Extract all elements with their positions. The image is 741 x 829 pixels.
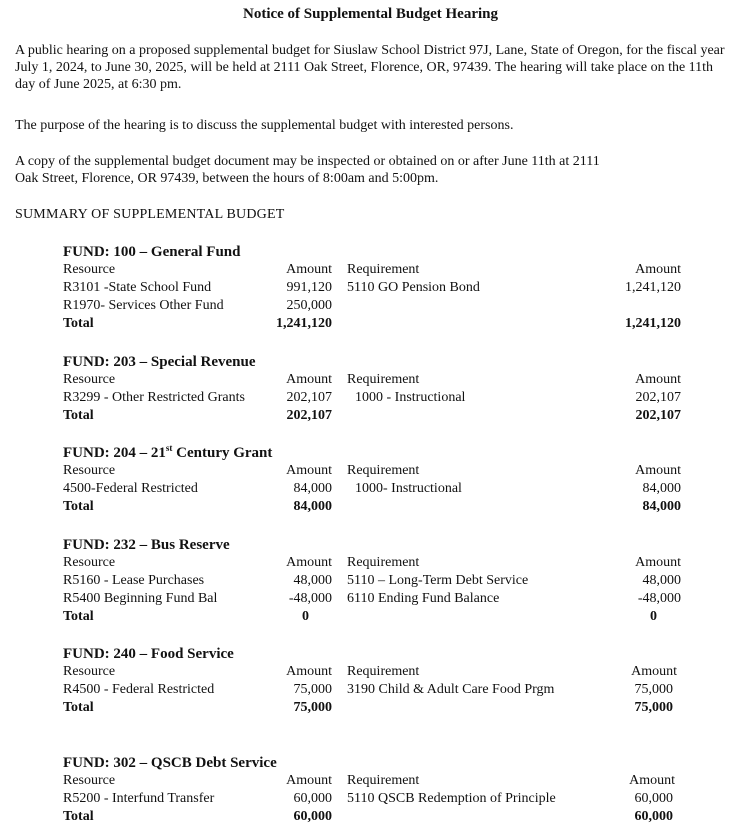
fund-title-suffix: Century Grant (172, 445, 273, 461)
requirement-amount-cell: 48,000 (642, 573, 681, 588)
total-row (63, 808, 683, 826)
requirement-header: Requirement (347, 262, 420, 277)
total-row (63, 608, 683, 626)
column-header-row (63, 261, 683, 279)
resource-amount-cell: 75,000 (293, 682, 332, 697)
resource-header: Resource (63, 463, 116, 478)
total-label: Total (63, 809, 94, 824)
requirement-header: Requirement (347, 463, 420, 478)
resource-header: Resource (63, 773, 116, 788)
table-row (63, 480, 683, 498)
total-requirement-amount: 75,000 (634, 700, 673, 715)
total-requirement-amount: 60,000 (634, 809, 673, 824)
table-row (63, 572, 683, 590)
fund-section-204 (63, 444, 683, 516)
requirement-cell: 1000 - Instructional (355, 390, 466, 405)
resource-amount-cell: 84,000 (293, 481, 332, 496)
amount-header: Amount (286, 773, 332, 788)
resource-cell: R5160 - Lease Purchases (63, 573, 205, 588)
total-requirement-amount: 202,107 (635, 408, 681, 423)
requirement-cell: 3190 Child & Adult Care Food Prgm (347, 682, 555, 697)
fund-title: FUND: 240 – Food Service (63, 646, 234, 662)
fund-title: FUND: 100 – General Fund (63, 244, 241, 260)
table-row (63, 790, 683, 808)
fund-title: FUND: 302 – QSCB Debt Service (63, 755, 277, 771)
amount-header: Amount (629, 773, 675, 788)
requirement-header: Requirement (347, 555, 420, 570)
total-resource-amount: 60,000 (293, 809, 332, 824)
document-availability-paragraph: A copy of the supplemental budget document may be inspected or obtained on or after June 11th at 2111 Oak Street, Florence, OR 97439, between the hours of 8:00am and 5:00pm. (15, 154, 600, 186)
amount-header: Amount (635, 463, 681, 478)
column-header-row (63, 772, 683, 790)
amount-header: Amount (286, 664, 332, 679)
amount-header: Amount (631, 664, 677, 679)
amount-header: Amount (635, 262, 681, 277)
table-row (63, 297, 683, 315)
resource-amount-cell: 48,000 (293, 573, 332, 588)
column-header-row (63, 371, 683, 389)
requirement-header: Requirement (347, 664, 420, 679)
total-requirement-amount: 1,241,120 (625, 316, 681, 331)
total-resource-amount: 0 (302, 609, 309, 624)
fund-title-superscript: st (165, 443, 173, 453)
total-label: Total (63, 316, 94, 331)
resource-cell: R1970- Services Other Fund (63, 298, 224, 313)
requirement-cell: 6110 Ending Fund Balance (347, 591, 500, 606)
fund-section-302 (63, 754, 683, 826)
requirement-header: Requirement (347, 372, 420, 387)
summary-heading: SUMMARY OF SUPPLEMENTAL BUDGET (15, 207, 285, 222)
total-label: Total (63, 609, 94, 624)
requirement-amount-cell: 202,107 (635, 390, 681, 405)
resource-cell: R3299 - Other Restricted Grants (63, 390, 245, 405)
column-header-row (63, 663, 683, 681)
requirement-amount-cell: 75,000 (634, 682, 673, 697)
total-row (63, 407, 683, 425)
table-row (63, 279, 683, 297)
amount-header: Amount (286, 463, 332, 478)
requirement-cell: 5110 QSCB Redemption of Principle (347, 791, 556, 806)
resource-header: Resource (63, 555, 116, 570)
column-header-row (63, 554, 683, 572)
resource-amount-cell: 202,107 (286, 390, 332, 405)
total-row (63, 699, 683, 717)
table-row (63, 590, 683, 608)
resource-cell: R4500 - Federal Restricted (63, 682, 215, 697)
resource-cell: R5200 - Interfund Transfer (63, 791, 215, 806)
resource-amount-cell: 250,000 (286, 298, 332, 313)
resource-cell: 4500-Federal Restricted (63, 481, 198, 496)
total-resource-amount: 75,000 (293, 700, 332, 715)
resource-header: Resource (63, 262, 116, 277)
resource-amount-cell: 991,120 (286, 280, 332, 295)
total-resource-amount: 84,000 (293, 499, 332, 514)
requirement-amount-cell: 60,000 (634, 791, 673, 806)
total-row (63, 315, 683, 333)
amount-header: Amount (286, 372, 332, 387)
amount-header: Amount (635, 555, 681, 570)
total-requirement-amount: 84,000 (642, 499, 681, 514)
total-resource-amount: 202,107 (286, 408, 332, 423)
notice-title: Notice of Supplemental Budget Hearing (243, 6, 498, 22)
fund-title: FUND: 232 – Bus Reserve (63, 537, 230, 553)
total-requirement-amount: 0 (650, 609, 657, 624)
total-label: Total (63, 499, 94, 514)
resource-header: Resource (63, 372, 116, 387)
requirement-cell: 5110 – Long-Term Debt Service (347, 573, 529, 588)
amount-header: Amount (286, 555, 332, 570)
total-label: Total (63, 700, 94, 715)
resource-amount-cell: 60,000 (293, 791, 332, 806)
fund-section-240 (63, 645, 683, 717)
total-label: Total (63, 408, 94, 423)
amount-header: Amount (286, 262, 332, 277)
purpose-paragraph: The purpose of the hearing is to discuss the supplemental budget with interested persons. (15, 118, 514, 133)
column-header-row (63, 462, 683, 480)
resource-amount-cell: -48,000 (288, 591, 332, 606)
table-row (63, 389, 683, 407)
fund-title-prefix: FUND: 204 – 21 (63, 445, 166, 461)
total-row (63, 498, 683, 516)
requirement-cell: 1000- Instructional (355, 481, 462, 496)
fund-title (63, 444, 683, 462)
amount-header: Amount (635, 372, 681, 387)
fund-section-232 (63, 536, 683, 626)
requirement-header: Requirement (347, 773, 420, 788)
requirement-amount-cell: 84,000 (642, 481, 681, 496)
requirement-cell: 5110 GO Pension Bond (347, 280, 480, 295)
fund-section-100 (63, 243, 683, 333)
requirement-amount-cell: 1,241,120 (625, 280, 681, 295)
table-row (63, 681, 683, 699)
hearing-paragraph: A public hearing on a proposed supplemental budget for Siuslaw School District 97J, Lane, State of Oregon, for the fiscal year July 1, 2024, to June 30, 2025, will be held at 2111 Oak Street, Florence, OR, 97439. The hearing will take place on the 11th day of June 2025, at 6:30 pm. (15, 43, 725, 92)
total-resource-amount: 1,241,120 (276, 316, 332, 331)
fund-section-203 (63, 353, 683, 425)
resource-cell: R5400 Beginning Fund Bal (63, 591, 218, 606)
resource-header: Resource (63, 664, 116, 679)
resource-cell: R3101 -State School Fund (63, 280, 212, 295)
fund-title: FUND: 203 – Special Revenue (63, 354, 256, 370)
requirement-amount-cell: -48,000 (637, 591, 681, 606)
